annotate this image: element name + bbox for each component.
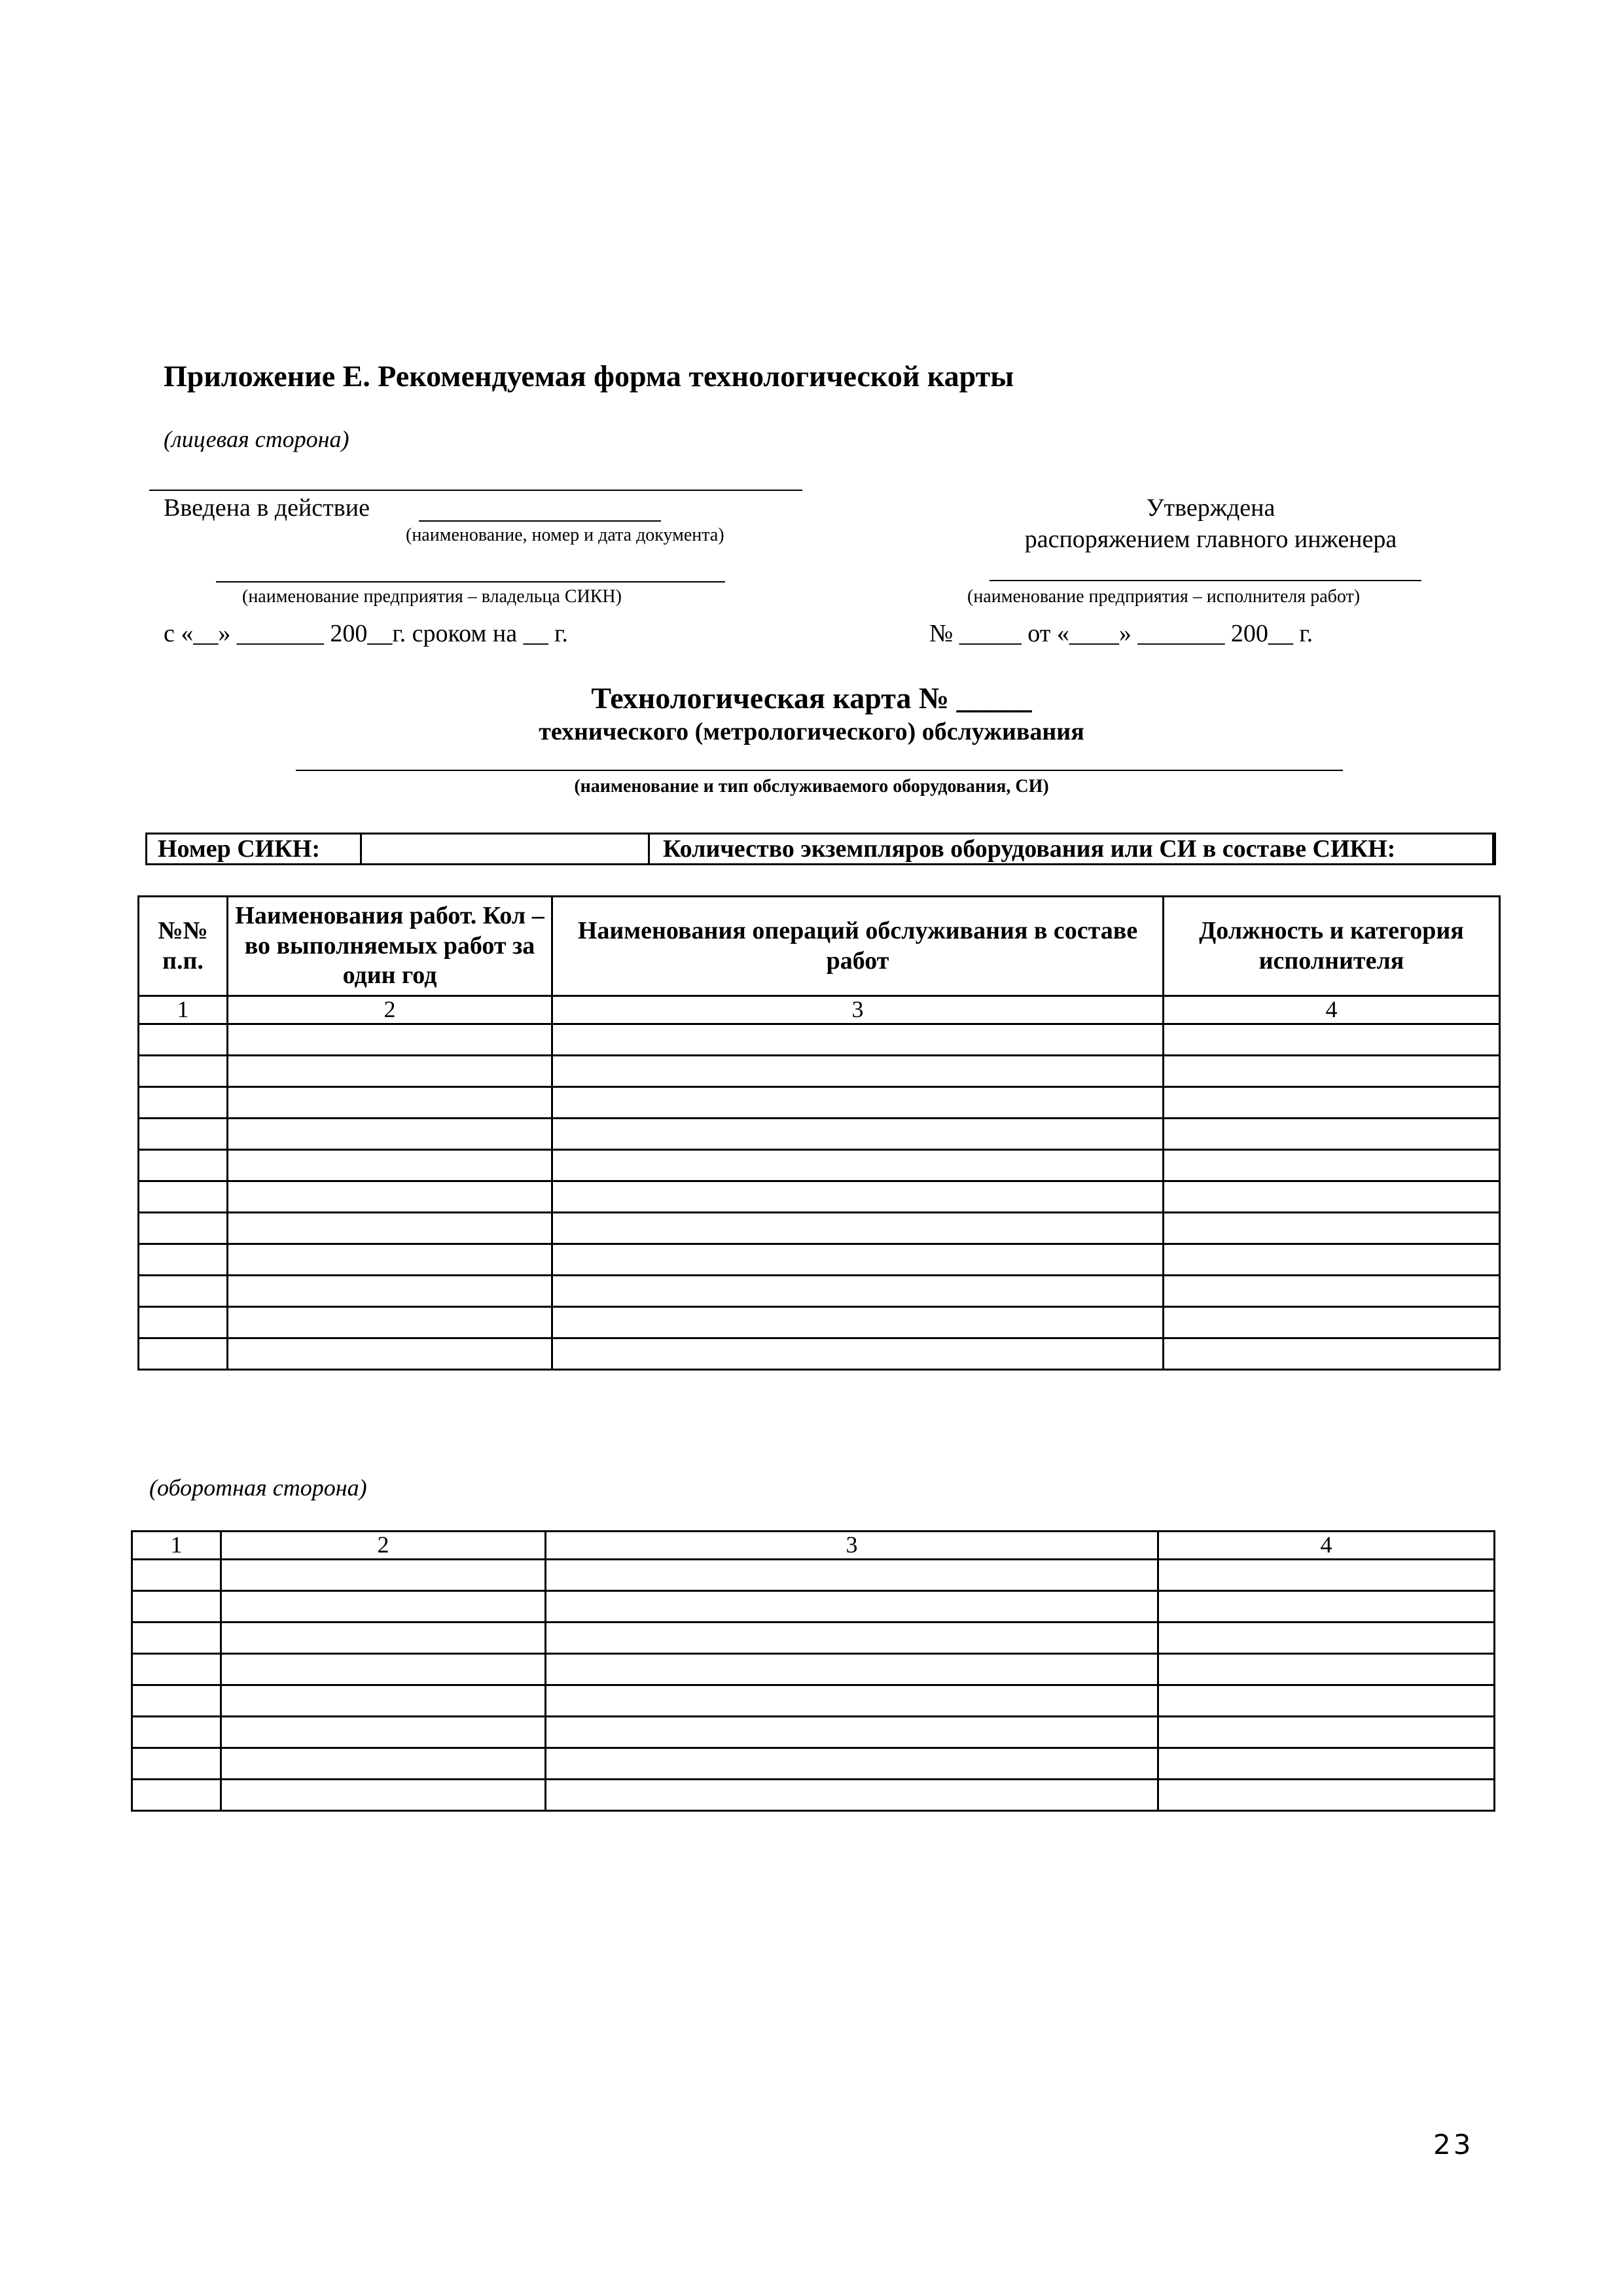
introduced-label: Введена в действие <box>164 494 370 522</box>
table-cell[interactable] <box>139 1055 228 1086</box>
table-cell[interactable] <box>228 1055 552 1086</box>
table-row <box>139 1338 1500 1369</box>
table-cell[interactable] <box>139 1275 228 1306</box>
table-cell[interactable] <box>552 1244 1164 1275</box>
executor-caption: (наименование предприятия – исполнителя работ) <box>967 586 1361 607</box>
colnum-3: 3 <box>546 1532 1158 1560</box>
table-cell[interactable] <box>1164 1306 1500 1338</box>
back-side-label: (оборотная сторона) <box>149 1475 367 1501</box>
colnum-1: 1 <box>139 996 228 1024</box>
table-cell[interactable] <box>221 1653 546 1685</box>
table-cell[interactable] <box>1158 1716 1495 1748</box>
table-cell[interactable] <box>221 1622 546 1653</box>
equipment-caption: (наименование и тип обслуживаемого оборудования, СИ) <box>574 776 1049 797</box>
column-number-row <box>132 1532 1495 1560</box>
table-cell[interactable] <box>546 1716 1158 1748</box>
table-cell[interactable] <box>228 1181 552 1212</box>
table-cell[interactable] <box>552 1338 1164 1369</box>
table-cell[interactable] <box>1164 1275 1500 1306</box>
table-cell[interactable] <box>552 1024 1164 1055</box>
table-row <box>139 1118 1500 1149</box>
table-row <box>139 1244 1500 1275</box>
table-cell[interactable] <box>228 1118 552 1149</box>
header-row <box>139 897 1500 996</box>
number-line: № _____ от «____» _______ 200__ г. <box>929 620 1313 647</box>
introduced-fill-line <box>419 520 661 522</box>
table-cell[interactable] <box>552 1306 1164 1338</box>
header-col-3: Наименования операций обслуживания в составе работ <box>552 897 1164 996</box>
page-heading: Приложение Е. Рекомендуемая форма технологической карты <box>164 359 1014 393</box>
executor-fill-line <box>990 580 1421 581</box>
table-row <box>132 1590 1495 1622</box>
equipment-fill-line <box>296 770 1343 771</box>
table-cell[interactable] <box>221 1590 546 1622</box>
table-cell[interactable] <box>1164 1181 1500 1212</box>
table-cell[interactable] <box>546 1590 1158 1622</box>
table-cell[interactable] <box>132 1622 221 1653</box>
table-row <box>132 1748 1495 1779</box>
table-cell[interactable] <box>552 1055 1164 1086</box>
table-row <box>132 1685 1495 1716</box>
card-title: Технологическая карта № _____ <box>591 681 1032 715</box>
table-cell[interactable] <box>552 1118 1164 1149</box>
approved-label: Утверждена <box>1146 494 1275 522</box>
table-cell[interactable] <box>132 1716 221 1748</box>
table-cell[interactable] <box>1164 1118 1500 1149</box>
owner-caption: (наименование предприятия – владельца СИКН) <box>242 586 622 607</box>
colnum-4: 4 <box>1164 996 1500 1024</box>
table-cell[interactable] <box>221 1779 546 1810</box>
table-cell[interactable] <box>546 1653 1158 1685</box>
sikn-number-label: Номер СИКН: <box>147 834 362 863</box>
table-cell[interactable] <box>139 1024 228 1055</box>
table-cell[interactable] <box>139 1244 228 1275</box>
top-rule-left <box>149 490 802 491</box>
colnum-2: 2 <box>228 996 552 1024</box>
table-cell[interactable] <box>221 1685 546 1716</box>
card-subtitle: технического (метрологического) обслуживания <box>539 718 1084 745</box>
table-cell[interactable] <box>221 1716 546 1748</box>
table-cell[interactable] <box>1158 1779 1495 1810</box>
table-cell[interactable] <box>228 1244 552 1275</box>
table-cell[interactable] <box>1164 1086 1500 1118</box>
table-cell[interactable] <box>139 1338 228 1369</box>
table-cell[interactable] <box>1164 1149 1500 1181</box>
colnum-3: 3 <box>552 996 1164 1024</box>
by-order-label: распоряжением главного инженера <box>1024 526 1397 553</box>
column-number-row <box>139 996 1500 1024</box>
front-side-label: (лицевая сторона) <box>164 426 349 452</box>
table-row <box>132 1779 1495 1810</box>
table-cell[interactable] <box>546 1622 1158 1653</box>
table-cell[interactable] <box>139 1086 228 1118</box>
table-cell[interactable] <box>546 1559 1158 1590</box>
table-cell[interactable] <box>228 1024 552 1055</box>
table-cell[interactable] <box>546 1685 1158 1716</box>
header-col-4: Должность и категория исполнителя <box>1164 897 1500 996</box>
table-row <box>139 1149 1500 1181</box>
table-cell[interactable] <box>546 1748 1158 1779</box>
table-cell[interactable] <box>1158 1748 1495 1779</box>
table-cell[interactable] <box>228 1338 552 1369</box>
table-cell[interactable] <box>132 1559 221 1590</box>
table-cell[interactable] <box>139 1181 228 1212</box>
table-cell[interactable] <box>552 1181 1164 1212</box>
page-number: 23 <box>1433 2128 1474 2161</box>
table-row <box>139 1306 1500 1338</box>
table-cell[interactable] <box>552 1149 1164 1181</box>
table-cell[interactable] <box>1164 1212 1500 1244</box>
sikn-number-field[interactable] <box>362 834 650 863</box>
header-col-1: №№ п.п. <box>139 897 228 996</box>
front-table <box>137 895 1501 1371</box>
table-cell[interactable] <box>552 1212 1164 1244</box>
table-cell[interactable] <box>228 1212 552 1244</box>
table-cell[interactable] <box>546 1779 1158 1810</box>
table-cell[interactable] <box>1158 1559 1495 1590</box>
table-cell[interactable] <box>132 1653 221 1685</box>
table-row <box>132 1559 1495 1590</box>
back-table <box>131 1530 1495 1812</box>
table-cell[interactable] <box>1164 1055 1500 1086</box>
table-cell[interactable] <box>228 1149 552 1181</box>
table-row <box>132 1716 1495 1748</box>
table-row <box>139 1181 1500 1212</box>
table-row <box>139 1086 1500 1118</box>
table-row <box>139 1212 1500 1244</box>
table-row <box>132 1622 1495 1653</box>
table-cell[interactable] <box>228 1306 552 1338</box>
table-cell[interactable] <box>221 1559 546 1590</box>
table-cell[interactable] <box>139 1149 228 1181</box>
table-cell[interactable] <box>139 1212 228 1244</box>
table-cell[interactable] <box>1164 1338 1500 1369</box>
table-cell[interactable] <box>1158 1653 1495 1685</box>
table-cell[interactable] <box>139 1118 228 1149</box>
table-cell[interactable] <box>1158 1685 1495 1716</box>
table-cell[interactable] <box>1164 1024 1500 1055</box>
table-cell[interactable] <box>132 1748 221 1779</box>
table-cell[interactable] <box>228 1275 552 1306</box>
table-row <box>132 1653 1495 1685</box>
table-cell[interactable] <box>552 1086 1164 1118</box>
table-row <box>139 1055 1500 1086</box>
table-cell[interactable] <box>1164 1244 1500 1275</box>
owner-fill-line <box>216 581 725 583</box>
colnum-1: 1 <box>132 1532 221 1560</box>
sikn-quantity-label: Количество экземпляров оборудования или СИ в составе СИКН: <box>650 834 1494 863</box>
table-cell[interactable] <box>552 1275 1164 1306</box>
table-cell[interactable] <box>132 1685 221 1716</box>
table-cell[interactable] <box>132 1590 221 1622</box>
table-row <box>139 1275 1500 1306</box>
sikn-row <box>145 833 1496 865</box>
term-line: с «__» _______ 200__г. сроком на __ г. <box>164 620 568 647</box>
table-cell[interactable] <box>221 1748 546 1779</box>
header-col-2: Наименования работ. Кол – во выполняемых работ за один год <box>228 897 552 996</box>
colnum-2: 2 <box>221 1532 546 1560</box>
colnum-4: 4 <box>1158 1532 1495 1560</box>
table-cell[interactable] <box>228 1086 552 1118</box>
table-cell[interactable] <box>1158 1622 1495 1653</box>
doc-caption: (наименование, номер и дата документа) <box>406 525 724 545</box>
table-cell[interactable] <box>132 1779 221 1810</box>
table-cell[interactable] <box>1158 1590 1495 1622</box>
table-row <box>139 1024 1500 1055</box>
table-cell[interactable] <box>139 1306 228 1338</box>
